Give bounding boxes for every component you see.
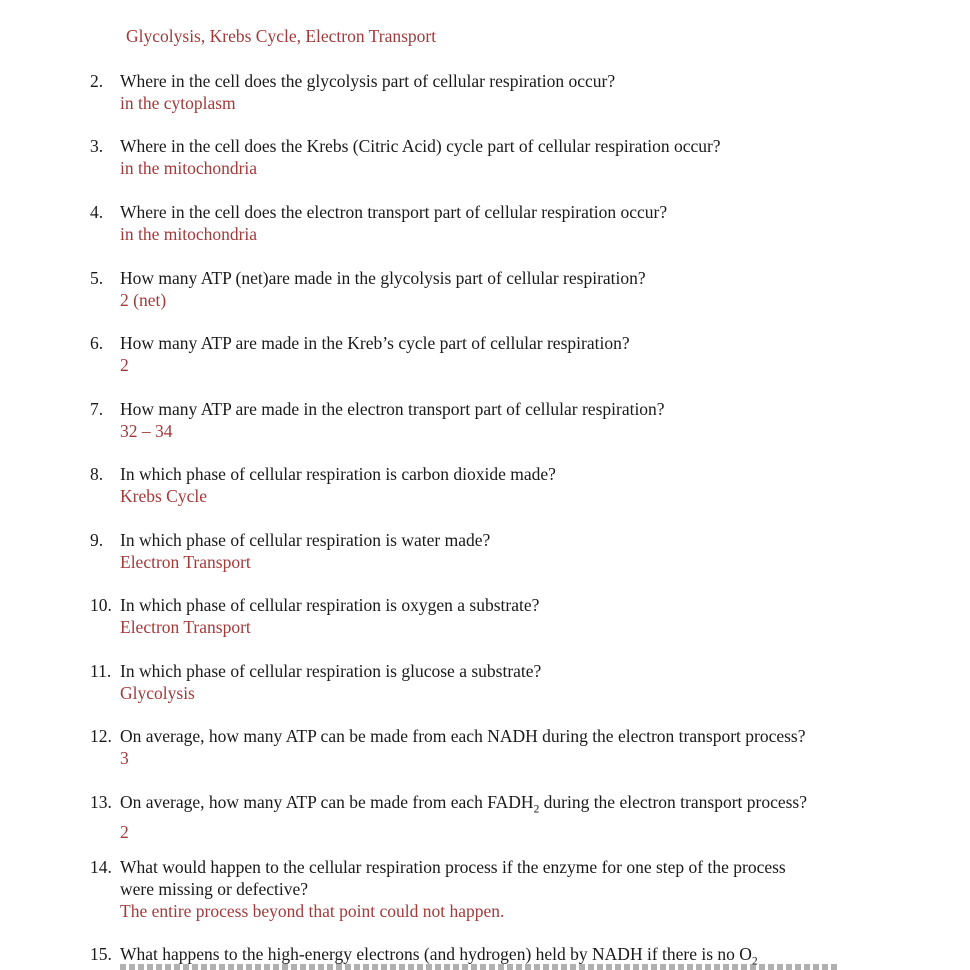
question-text: Where in the cell does the glycolysis part of cellular respiration occur? bbox=[120, 71, 616, 91]
question-text: In which phase of cellular respiration is oxygen a substrate? bbox=[120, 595, 540, 615]
question-number: 15. bbox=[90, 944, 112, 964]
question-number: 8. bbox=[90, 464, 104, 484]
question-text-part: On average, how many ATP can be made from each FADH bbox=[120, 792, 534, 812]
question-text: How many ATP (net)are made in the glycolysis part of cellular respiration? bbox=[120, 268, 646, 288]
question-text-part: during the electron transport process? bbox=[539, 792, 808, 812]
answer-text: 2 bbox=[120, 821, 129, 842]
answer-text: Glycolysis bbox=[120, 683, 195, 703]
cut-off-question-line bbox=[118, 0, 678, 2]
answer-text: The entire process beyond that point could not happen. bbox=[120, 901, 505, 921]
question-text: On average, how many ATP can be made from each NADH during the electron transport process? bbox=[120, 726, 806, 746]
question-text: How many ATP are made in the electron transport part of cellular respiration? bbox=[120, 399, 665, 419]
question-item bbox=[90, 201, 910, 245]
question-item bbox=[90, 791, 910, 843]
question-number: 6. bbox=[90, 333, 104, 353]
question-number: 12. bbox=[90, 726, 112, 746]
question-number: 5. bbox=[90, 268, 104, 288]
question-item bbox=[90, 398, 910, 442]
question-text-continued: were missing or defective? bbox=[120, 879, 309, 899]
answer-text: 2 (net) bbox=[120, 290, 167, 310]
question-number: 14. bbox=[90, 857, 112, 877]
question-item bbox=[90, 267, 910, 311]
subscript: 2 bbox=[533, 803, 540, 816]
question-text: What would happen to the cellular respiration process if the enzyme for one step of the process bbox=[120, 857, 786, 877]
question-item bbox=[90, 135, 910, 179]
cut-off-bottom-line bbox=[120, 964, 840, 970]
question-number: 11. bbox=[90, 661, 112, 681]
question-text: In which phase of cellular respiration is glucose a substrate? bbox=[120, 661, 542, 681]
question-text: How many ATP are made in the Kreb’s cycle part of cellular respiration? bbox=[120, 333, 630, 353]
answer-text: 32 – 34 bbox=[120, 421, 173, 441]
question-item bbox=[90, 332, 910, 376]
answer-text: in the cytoplasm bbox=[120, 93, 236, 113]
answer-text: Krebs Cycle bbox=[120, 486, 207, 506]
question-item bbox=[90, 70, 910, 114]
answer-text: in the mitochondria bbox=[120, 224, 258, 244]
question-number: 3. bbox=[90, 136, 104, 156]
answer-text: Electron Transport bbox=[120, 617, 251, 637]
question-number: 9. bbox=[90, 530, 104, 550]
question-text: In which phase of cellular respiration is water made? bbox=[120, 530, 491, 550]
question-text-part: What happens to the high-energy electrons (and hydrogen) held by NADH if there is no O bbox=[120, 944, 752, 964]
question-number: 2. bbox=[90, 71, 104, 91]
answer-text: 2 bbox=[120, 355, 129, 375]
answer-1: Glycolysis, Krebs Cycle, Electron Transport bbox=[126, 26, 437, 46]
question-text: Where in the cell does the Krebs (Citric Acid) cycle part of cellular respiration occur? bbox=[120, 136, 721, 156]
question-item bbox=[90, 529, 910, 573]
question-item bbox=[90, 725, 910, 769]
question-item bbox=[90, 660, 910, 704]
question-item bbox=[90, 856, 910, 922]
question-text: In which phase of cellular respiration is carbon dioxide made? bbox=[120, 464, 556, 484]
subscript: 2 bbox=[751, 955, 758, 968]
question-text bbox=[120, 791, 910, 821]
question-item bbox=[90, 463, 910, 507]
question-number: 10. bbox=[90, 595, 112, 615]
question-text: Where in the cell does the electron transport part of cellular respiration occur? bbox=[120, 202, 668, 222]
answer-text: in the mitochondria bbox=[120, 158, 258, 178]
question-number: 4. bbox=[90, 202, 104, 222]
question-number: 13. bbox=[90, 792, 112, 812]
answer-text: 3 bbox=[120, 748, 129, 768]
question-item bbox=[90, 594, 910, 638]
question-number: 7. bbox=[90, 399, 104, 419]
answer-text: Electron Transport bbox=[120, 552, 251, 572]
